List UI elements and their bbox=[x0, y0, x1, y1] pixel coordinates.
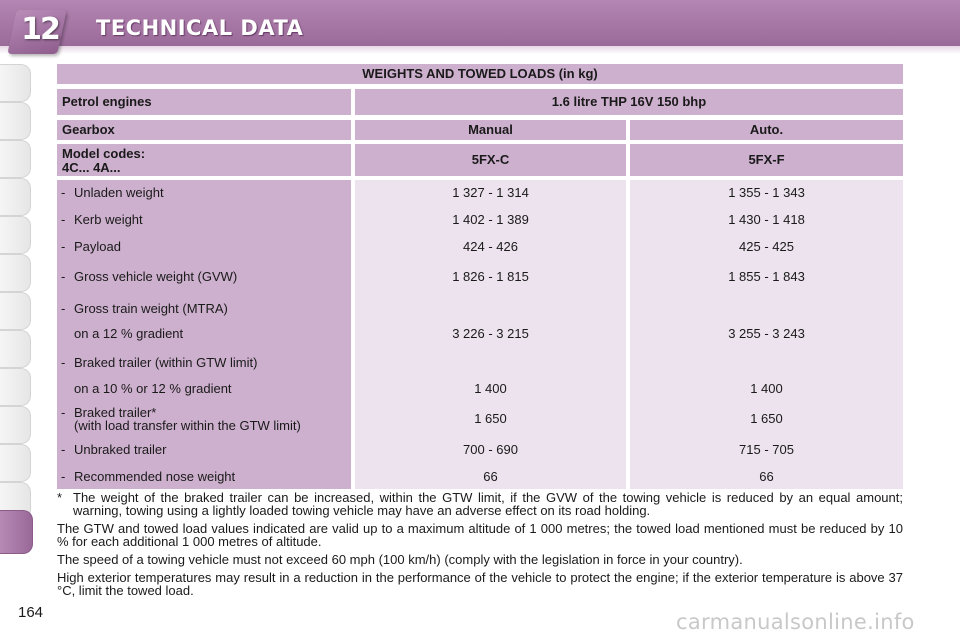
gearbox-label: Gearbox bbox=[57, 120, 351, 140]
model-codes-label bbox=[57, 144, 351, 176]
footnote-altitude: The GTW and towed load values indicated are valid up to a maximum altitude of 1 000 metres; the towed load mentioned must be reduced by 10 % for each additional 1 000 metres of altitude. bbox=[57, 521, 903, 549]
chapter-tab-active[interactable] bbox=[0, 510, 33, 554]
gearbox-auto: Auto. bbox=[630, 120, 903, 140]
row-auto-value: 715 - 705 bbox=[739, 442, 794, 457]
row-label: Recommended nose weight bbox=[74, 469, 236, 484]
row-dash: - bbox=[61, 405, 66, 420]
row-sublabel: (with load transfer within the GTW limit) bbox=[74, 418, 301, 433]
row-label: Unladen weight bbox=[74, 185, 164, 200]
gearbox-manual: Manual bbox=[355, 120, 626, 140]
row-auto-value: 1 355 - 1 343 bbox=[728, 185, 805, 200]
model-codes-label-line2: 4C... 4A... bbox=[62, 160, 121, 175]
chapter-tab-strip bbox=[0, 64, 34, 574]
watermark: carmanualsonline.info bbox=[676, 610, 915, 634]
row-auto-value: 66 bbox=[759, 469, 774, 484]
row-label: on a 12 % gradient bbox=[74, 326, 184, 341]
row-label: Kerb weight bbox=[74, 212, 143, 227]
row-auto-value: 1 400 bbox=[750, 381, 783, 396]
footnote-star bbox=[57, 491, 903, 517]
row-manual-value: 1 402 - 1 389 bbox=[452, 212, 529, 227]
chapter-tab[interactable] bbox=[0, 140, 31, 178]
model-code-auto: 5FX-F bbox=[630, 144, 903, 176]
row-auto-value: 1 855 - 1 843 bbox=[728, 269, 805, 284]
row-auto-value: 425 - 425 bbox=[739, 239, 794, 254]
chapter-tab[interactable] bbox=[0, 406, 31, 444]
row-dash: - bbox=[61, 442, 66, 457]
row-dash: - bbox=[61, 269, 66, 284]
chapter-tab[interactable] bbox=[0, 254, 31, 292]
row-label: Braked trailer* bbox=[74, 405, 157, 420]
row-dash: - bbox=[61, 355, 66, 370]
chapter-tab[interactable] bbox=[0, 292, 31, 330]
footnote-speed: The speed of a towing vehicle must not exceed 60 mph (100 km/h) (comply with the legislation in force in your country). bbox=[57, 552, 743, 567]
row-manual-value: 424 - 426 bbox=[463, 239, 518, 254]
row-dash: - bbox=[61, 469, 66, 484]
page-number: 164 bbox=[18, 604, 44, 621]
footnote-marker: * bbox=[57, 490, 63, 505]
chapter-tab[interactable] bbox=[0, 368, 31, 406]
row-label: Braked trailer (within GTW limit) bbox=[74, 355, 258, 370]
chapter-tab[interactable] bbox=[0, 178, 31, 216]
header-underline bbox=[0, 46, 960, 54]
row-label: Unbraked trailer bbox=[74, 442, 167, 457]
page-title: TECHNICAL DATA bbox=[96, 16, 304, 40]
footnotes bbox=[57, 491, 903, 602]
chapter-tab[interactable] bbox=[0, 216, 31, 254]
row-manual-value: 3 226 - 3 215 bbox=[452, 326, 529, 341]
footnote-temperature: High exterior temperatures may result in a reduction in the performance of the vehicle to protect the engine; if the exterior temperature is above 37 °C, limit the towed load. bbox=[57, 570, 903, 598]
row-manual-value: 66 bbox=[483, 469, 498, 484]
row-auto-value: 3 255 - 3 243 bbox=[728, 326, 805, 341]
row-label: Payload bbox=[74, 239, 121, 254]
row-label: Gross train weight (MTRA) bbox=[74, 301, 228, 316]
footnote-star-text: The weight of the braked trailer can be increased, within the GTW limit, if the GVW of the towing vehicle is reduced by an equal amount; warning, towing using a lightly loaded towing vehicle may have an adverse effect on its road holding. bbox=[73, 490, 903, 518]
chapter-tab[interactable] bbox=[0, 330, 31, 368]
table-caption: WEIGHTS AND TOWED LOADS (in kg) bbox=[57, 64, 903, 84]
model-codes-label-line1: Model codes: bbox=[62, 146, 146, 161]
engine-label: Petrol engines bbox=[57, 89, 351, 115]
row-label: on a 10 % or 12 % gradient bbox=[74, 381, 232, 396]
row-dash: - bbox=[61, 212, 66, 227]
chapter-tab[interactable] bbox=[0, 102, 31, 140]
row-manual-value: 700 - 690 bbox=[463, 442, 518, 457]
row-dash: - bbox=[61, 301, 66, 316]
row-manual-value: 1 327 - 1 314 bbox=[452, 185, 529, 200]
row-dash: - bbox=[61, 185, 66, 200]
row-dash: - bbox=[61, 239, 66, 254]
row-auto-value: 1 650 bbox=[750, 411, 783, 426]
row-manual-value: 1 826 - 1 815 bbox=[452, 269, 529, 284]
row-manual-value: 1 650 bbox=[474, 411, 507, 426]
chapter-tab[interactable] bbox=[0, 444, 31, 482]
row-label: Gross vehicle weight (GVW) bbox=[74, 269, 238, 284]
row-manual-value: 1 400 bbox=[474, 381, 507, 396]
model-code-manual: 5FX-C bbox=[355, 144, 626, 176]
chapter-number: 12 bbox=[21, 12, 59, 47]
chapter-tab[interactable] bbox=[0, 64, 31, 102]
row-auto-value: 1 430 - 1 418 bbox=[728, 212, 805, 227]
engine-value: 1.6 litre THP 16V 150 bhp bbox=[355, 89, 903, 115]
